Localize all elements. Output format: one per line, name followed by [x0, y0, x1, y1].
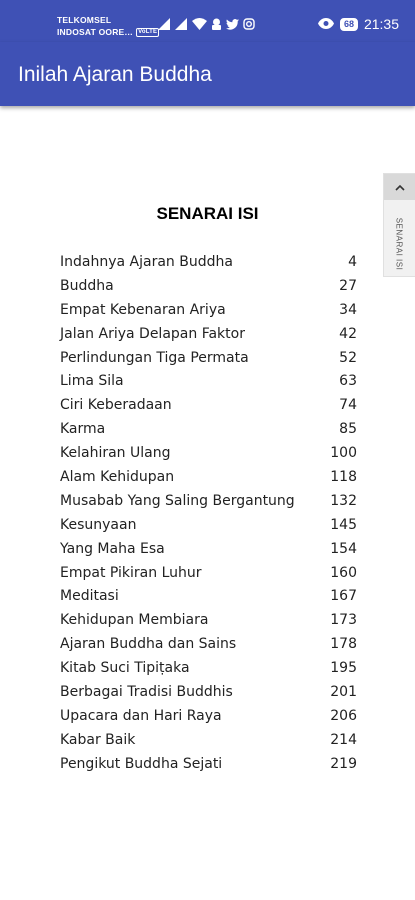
toc-item[interactable] — [60, 732, 357, 756]
toc-item[interactable] — [60, 350, 357, 374]
toc-item-page: 160 — [330, 564, 357, 581]
signal-icon — [175, 18, 188, 30]
toc-item[interactable] — [60, 612, 357, 636]
toc-item[interactable] — [60, 373, 357, 397]
app-title: Inilah Ajaran Buddha — [18, 63, 212, 86]
side-tab-toc[interactable] — [383, 173, 415, 277]
toc-item-page: 206 — [330, 707, 357, 724]
toc-item[interactable] — [60, 326, 357, 350]
battery-indicator: 68 — [340, 18, 358, 31]
toc-item[interactable] — [60, 493, 357, 517]
carrier-2 — [57, 26, 159, 38]
signal-icon — [158, 18, 171, 30]
clock: 21:35 — [363, 16, 399, 32]
toc-item-label: Kabar Baik — [60, 731, 136, 748]
toc-item-label: Alam Kehidupan — [60, 469, 175, 486]
carrier-info — [57, 14, 159, 38]
toc-item[interactable] — [60, 397, 357, 421]
toc-item-page: 132 — [330, 492, 357, 509]
toc-item[interactable] — [60, 756, 357, 780]
twitter-icon — [226, 19, 239, 30]
toc-item-page: 214 — [330, 731, 357, 748]
toc-item[interactable] — [60, 254, 357, 278]
toc-item[interactable] — [60, 565, 357, 589]
toc-item-page: 118 — [330, 469, 357, 486]
toc-item-label: Ciri Keberadaan — [60, 397, 172, 414]
side-tab-label: SENARAI ISI — [394, 217, 404, 271]
toc-item-label: Perlindungan Tiga Permata — [60, 349, 249, 366]
toc-item[interactable] — [60, 708, 357, 732]
toc-item-label: Upacara dan Hari Raya — [60, 707, 222, 724]
toc-item[interactable] — [60, 302, 357, 326]
toc-item-label: Empat Kebenaran Ariya — [60, 301, 226, 318]
eye-icon — [318, 16, 334, 32]
toc-item-page: 173 — [330, 612, 357, 629]
toc-item-page: 145 — [330, 516, 357, 533]
toc-item-label: Karma — [60, 421, 106, 438]
wifi-icon — [192, 18, 207, 30]
toc-item[interactable] — [60, 278, 357, 302]
toc-item[interactable] — [60, 541, 357, 565]
toc-item-page: 154 — [330, 540, 357, 557]
toc-item-page: 74 — [339, 397, 357, 414]
chevron-up-icon[interactable] — [384, 174, 415, 200]
toc-item-page: 34 — [339, 301, 357, 318]
status-icons — [158, 16, 255, 32]
toc-item-page: 201 — [330, 684, 357, 701]
toc-item-page: 195 — [330, 660, 357, 677]
toc-item[interactable] — [60, 660, 357, 684]
toc-item-label: Yang Maha Esa — [60, 540, 165, 557]
status-right — [318, 16, 399, 32]
toc-item-label: Buddha — [60, 277, 114, 294]
toc-item-label: Kelahiran Ulang — [60, 445, 171, 462]
toc-item-label: Jalan Ariya Delapan Faktor — [60, 325, 245, 342]
toc-item-page: 42 — [339, 325, 357, 342]
toc-item[interactable] — [60, 684, 357, 708]
toc-item-page: 219 — [330, 755, 357, 772]
toc-item-page: 4 — [348, 254, 357, 270]
toc-item[interactable] — [60, 636, 357, 660]
carrier-1: TELKOMSEL — [57, 15, 112, 25]
toc-item-label: Musabab Yang Saling Bergantung — [60, 492, 295, 509]
toc-item-page: 167 — [330, 588, 357, 605]
toc-title: SENARAI ISI — [156, 204, 259, 223]
toc-item-label: Kesunyaan — [60, 516, 137, 533]
toc-item-label: Meditasi — [60, 588, 119, 605]
toc-item[interactable] — [60, 588, 357, 612]
toc-item[interactable] — [60, 517, 357, 541]
toc-item-label: Empat Pikiran Luhur — [60, 564, 202, 581]
toc-item-page: 85 — [339, 421, 357, 438]
toc-item-label: Kitab Suci Tipiṭaka — [60, 660, 190, 677]
toc-item-label: Ajaran Buddha dan Sains — [60, 636, 237, 653]
toc-item-label: Berbagai Tradisi Buddhis — [60, 684, 233, 701]
status-bar — [0, 0, 415, 42]
toc-item[interactable] — [60, 421, 357, 445]
toc-item-page: 178 — [330, 636, 357, 653]
volte-badge: VoLTE — [138, 29, 158, 36]
toc-item-label: Pengikut Buddha Sejati — [60, 755, 223, 772]
toc-item-label: Indahnya Ajaran Buddha — [60, 254, 233, 270]
carrier-2-label: INDOSAT OORE… — [57, 27, 134, 37]
notification-icon — [211, 18, 222, 30]
document-page[interactable] — [0, 106, 415, 900]
toc-item-page: 52 — [339, 349, 357, 366]
toc-item[interactable] — [60, 445, 357, 469]
toc-item-label: Kehidupan Membiara — [60, 612, 209, 629]
toc-item-page: 63 — [339, 373, 357, 390]
toc-item[interactable] — [60, 469, 357, 493]
instagram-icon — [243, 18, 255, 30]
toc-item-label: Lima Sila — [60, 373, 124, 390]
app-bar — [0, 42, 415, 106]
toc-list — [60, 254, 357, 780]
toc-item-page: 27 — [339, 277, 357, 294]
toc-item-page: 100 — [330, 445, 357, 462]
